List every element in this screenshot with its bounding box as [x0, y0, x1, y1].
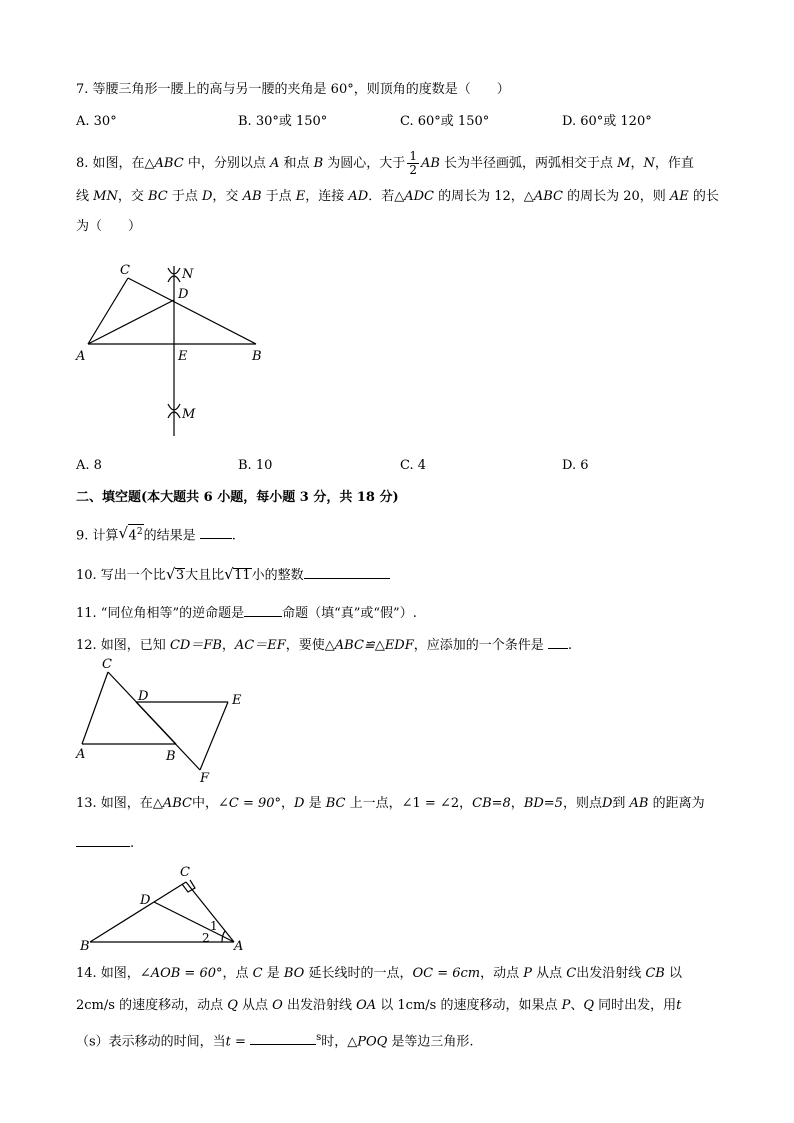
q13-label-angle-1: 1	[210, 919, 218, 933]
q13-figure	[76, 858, 256, 954]
q11-answer-blank[interactable]	[244, 604, 282, 617]
q13-stem-line1	[76, 796, 705, 812]
q9-stem	[76, 524, 236, 547]
q13-angle-c: ∠C = 90°	[217, 796, 282, 811]
q10-radicand-11: 11	[234, 568, 251, 583]
q13-segment-ab: AB	[629, 796, 649, 811]
q8-fraction-half	[407, 150, 419, 177]
q14-text: 2cm/s 的速度移动，动点	[76, 998, 228, 1013]
q14-angle-aob: ∠AOB = 60°	[139, 966, 223, 981]
q13-point-d: D	[601, 796, 613, 811]
q14-text: 时，△	[321, 1034, 358, 1050]
q14-text: （s）表示移动的时间，当	[76, 1034, 226, 1050]
q14-stem-line3	[76, 1030, 474, 1050]
q13-text: 的距离为	[648, 796, 705, 811]
q8-stem-line2	[76, 189, 719, 205]
q11-text: 命题（填“真”或“假”）.	[282, 606, 417, 621]
q8-figure	[70, 258, 280, 440]
sqrt-sign-icon: √	[118, 524, 129, 542]
q14-oc-length: OC = 6cm	[412, 966, 481, 981]
q8-text: ．若△	[368, 189, 405, 204]
q7-option-a: A. 30°	[76, 114, 117, 129]
q13-text: ，则点	[562, 796, 602, 811]
q8-text: 长为半径画弧，两弧相交于点	[439, 156, 618, 171]
q14-point-o: O	[272, 998, 283, 1013]
q9-sqrt	[119, 524, 144, 547]
q13-segment-da	[154, 902, 234, 942]
q13-angle-equality: ∠1 = ∠2	[401, 796, 460, 811]
q13-text: 到	[612, 796, 630, 811]
q8-option-d: D. 6	[562, 458, 589, 473]
q8-point-b: B	[313, 156, 324, 171]
q8-label-m: M	[182, 407, 196, 422]
q11-text: 11. “同位角相等”的逆命题是	[76, 606, 245, 621]
q9-radicand-base: 4	[128, 528, 137, 544]
q8-triangle-adc: ADC	[404, 189, 434, 204]
q8-point-a: A	[269, 156, 280, 171]
q8-text: 线	[76, 189, 94, 204]
q13-label-d: D	[140, 893, 151, 908]
q12-text: .	[567, 638, 573, 653]
q14-point-p: P	[561, 998, 571, 1013]
q14-point-p: P	[523, 966, 532, 981]
q8-option-a: A. 8	[76, 458, 102, 473]
q8-label-c: C	[120, 263, 130, 278]
q14-text: 、	[570, 998, 584, 1013]
fraction-numerator: 1	[409, 149, 417, 163]
q8-label-a: A	[76, 349, 86, 364]
q12-text: ，	[221, 638, 235, 653]
q8-text: ，交	[117, 189, 148, 204]
q7-stem	[76, 82, 510, 98]
q14-text: 以 1cm/s 的速度移动，如果点	[376, 998, 562, 1013]
q13-text: 中，	[191, 796, 218, 811]
q8-segment-ab: AB	[242, 189, 262, 204]
q14-text: 延长线时的一点，	[304, 966, 413, 981]
q13-text: 13. 如图，在	[76, 796, 153, 811]
q8-point-n: N	[643, 156, 655, 171]
q8-text: 中，分别以点	[183, 156, 270, 171]
q7-option-d: D. 60°或 120°	[562, 114, 652, 129]
q13-segment-bc: BC	[325, 796, 346, 811]
q12-label-a: A	[76, 747, 86, 762]
q12-stem	[76, 636, 572, 654]
q9-radicand-exponent: 2	[136, 527, 143, 537]
q14-text: 是	[262, 966, 284, 981]
q13-label-c: C	[180, 865, 190, 880]
q8-text: ，	[630, 156, 644, 171]
q12-label-b: B	[166, 749, 176, 764]
q14-point-c: C	[252, 966, 263, 981]
q7-option-b: B. 30°或 150°	[238, 114, 328, 129]
q14-unit: s	[316, 1032, 322, 1043]
q8-stem-line3: 为（ ）	[76, 219, 142, 234]
q8-text: 于点	[261, 189, 296, 204]
q13-text: ，	[281, 796, 295, 811]
q12-text: 12. 如图，已知	[76, 638, 170, 653]
q12-condition-ac-ef: AC＝EF	[234, 638, 286, 653]
q8-point-d: D	[201, 189, 213, 204]
q7-option-c: C. 60°或 150°	[400, 114, 490, 129]
q7-stem-text: 7. 等腰三角形一腰上的高与另一腰的夹角是 60°，则顶角的度数是（ ）	[76, 82, 510, 97]
q8-text: 于点	[167, 189, 202, 204]
q13-text: 上一点，	[345, 796, 402, 811]
q8-triangle-abc: ABC	[154, 156, 184, 171]
q13-text: ，	[510, 796, 524, 811]
q14-stem-line1	[76, 966, 682, 982]
q14-text: 以	[664, 966, 682, 981]
q12-label-e: E	[232, 693, 242, 708]
sqrt-sign-icon: √	[165, 565, 176, 583]
q14-var-t: t	[225, 1034, 231, 1050]
q14-ray-oa: OA	[356, 998, 377, 1013]
q9-text: 9. 计算	[76, 528, 119, 544]
q12-text: ，要使	[285, 638, 325, 653]
q10-answer-blank[interactable]	[304, 566, 390, 579]
q8-segment-bc: BC	[147, 189, 168, 204]
q14-text: 从点	[532, 966, 567, 981]
q8-text: 的长	[688, 189, 719, 204]
q14-var-t: t	[676, 998, 682, 1013]
q8-label-b: B	[252, 349, 262, 364]
q8-segment-cb	[128, 278, 256, 344]
q8-triangle-abc: ABC	[533, 189, 563, 204]
q8-text: ，连接	[305, 189, 349, 204]
q13-label-a: A	[234, 939, 244, 954]
q14-triangle-poq: POQ	[357, 1034, 388, 1050]
q14-ray-cb: CB	[645, 966, 665, 981]
q14-stem-line2	[76, 998, 681, 1014]
q13-point-d: D	[294, 796, 305, 811]
q8-text: 8. 如图，在△	[76, 156, 155, 171]
q9-text: 的结果是	[143, 528, 200, 544]
q8-text: 为圆心，大于	[323, 156, 406, 171]
q12-text: ，应添加的一个条件是	[413, 638, 548, 653]
q10-text: 小的整数	[251, 568, 304, 583]
q8-line-mn: MN	[93, 189, 118, 204]
q12-condition-cd-fb: CD＝FB	[169, 638, 222, 653]
q13-bd-length: BD=5	[523, 796, 563, 811]
q12-congruence: △ABC≌△EDF	[324, 638, 414, 653]
q14-text: =	[230, 1034, 251, 1050]
q13-segment-ca	[186, 882, 234, 942]
q8-text: ，交	[212, 189, 243, 204]
q9-answer-blank[interactable]	[200, 526, 232, 539]
q12-answer-blank[interactable]	[548, 636, 568, 649]
q13-stem-line2	[76, 834, 134, 852]
q13-label-angle-2: 2	[202, 931, 210, 945]
q8-text: 的周长为 12，△	[434, 189, 534, 204]
q14-point-q: Q	[583, 998, 595, 1013]
q10-stem	[76, 566, 390, 586]
q13-text: .	[130, 836, 135, 851]
q9-end: .	[231, 528, 236, 544]
q12-segment-ac	[82, 672, 108, 744]
q12-figure	[72, 654, 254, 784]
q10-text: 大且比	[185, 568, 225, 583]
q10-radicand-3: 3	[175, 568, 185, 583]
q14-text: ，动点	[480, 966, 524, 981]
q8-point-e: E	[295, 189, 306, 204]
q8-segment-ab: AB	[420, 156, 440, 171]
q12-label-d: D	[138, 689, 149, 704]
q8-text: 的周长为 20，则	[562, 189, 670, 204]
q13-answer-blank[interactable]	[76, 834, 130, 847]
q12-segment-ef	[200, 702, 228, 770]
q8-label-n: N	[182, 267, 194, 282]
q8-text: 和点	[279, 156, 314, 171]
q8-segment-ae: AE	[669, 189, 689, 204]
q14-text: ，点	[222, 966, 253, 981]
q14-text: 14. 如图，	[76, 966, 140, 981]
q14-text: 是等边三角形.	[387, 1034, 474, 1050]
q10-sqrt-3	[166, 566, 185, 586]
q13-label-b: B	[80, 939, 90, 954]
q13-text: ，	[459, 796, 473, 811]
q14-text: 出发沿射线	[576, 966, 646, 981]
sqrt-sign-icon: √	[224, 565, 234, 583]
q13-segment-bc	[90, 882, 186, 942]
q8-label-d: D	[178, 287, 189, 302]
q14-text: 从点	[237, 998, 273, 1013]
q9-radicand	[128, 524, 144, 543]
q13-text: 是	[304, 796, 326, 811]
q14-text: 同时出发，用	[594, 998, 677, 1013]
section-heading-fill-in: 二、填空题(本大题共 6 小题，每小题 3 分，共 18 分)	[76, 490, 399, 505]
q14-point-c: C	[566, 966, 577, 981]
q8-option-b: B. 10	[238, 458, 273, 473]
q14-point-q: Q	[227, 998, 238, 1013]
q10-sqrt-11	[224, 566, 252, 586]
q12-label-c: C	[102, 657, 112, 672]
q12-label-f: F	[200, 771, 210, 784]
q13-triangle-abc: △ABC	[152, 796, 192, 811]
q14-answer-blank[interactable]	[250, 1032, 316, 1045]
q8-stem-line1	[76, 150, 694, 177]
q8-label-e: E	[178, 349, 188, 364]
q14-text: 出发沿射线	[282, 998, 357, 1013]
q8-point-m: M	[617, 156, 631, 171]
q10-text: 10. 写出一个比	[76, 568, 166, 583]
q14-segment-bo: BO	[283, 966, 305, 981]
q8-text: ，作直	[654, 156, 694, 171]
q11-stem	[76, 604, 417, 622]
fraction-denominator: 2	[409, 163, 417, 177]
q13-cb-length: CB=8	[472, 796, 511, 811]
q8-segment-ad: AD	[348, 189, 369, 204]
q8-option-c: C. 4	[400, 458, 427, 473]
